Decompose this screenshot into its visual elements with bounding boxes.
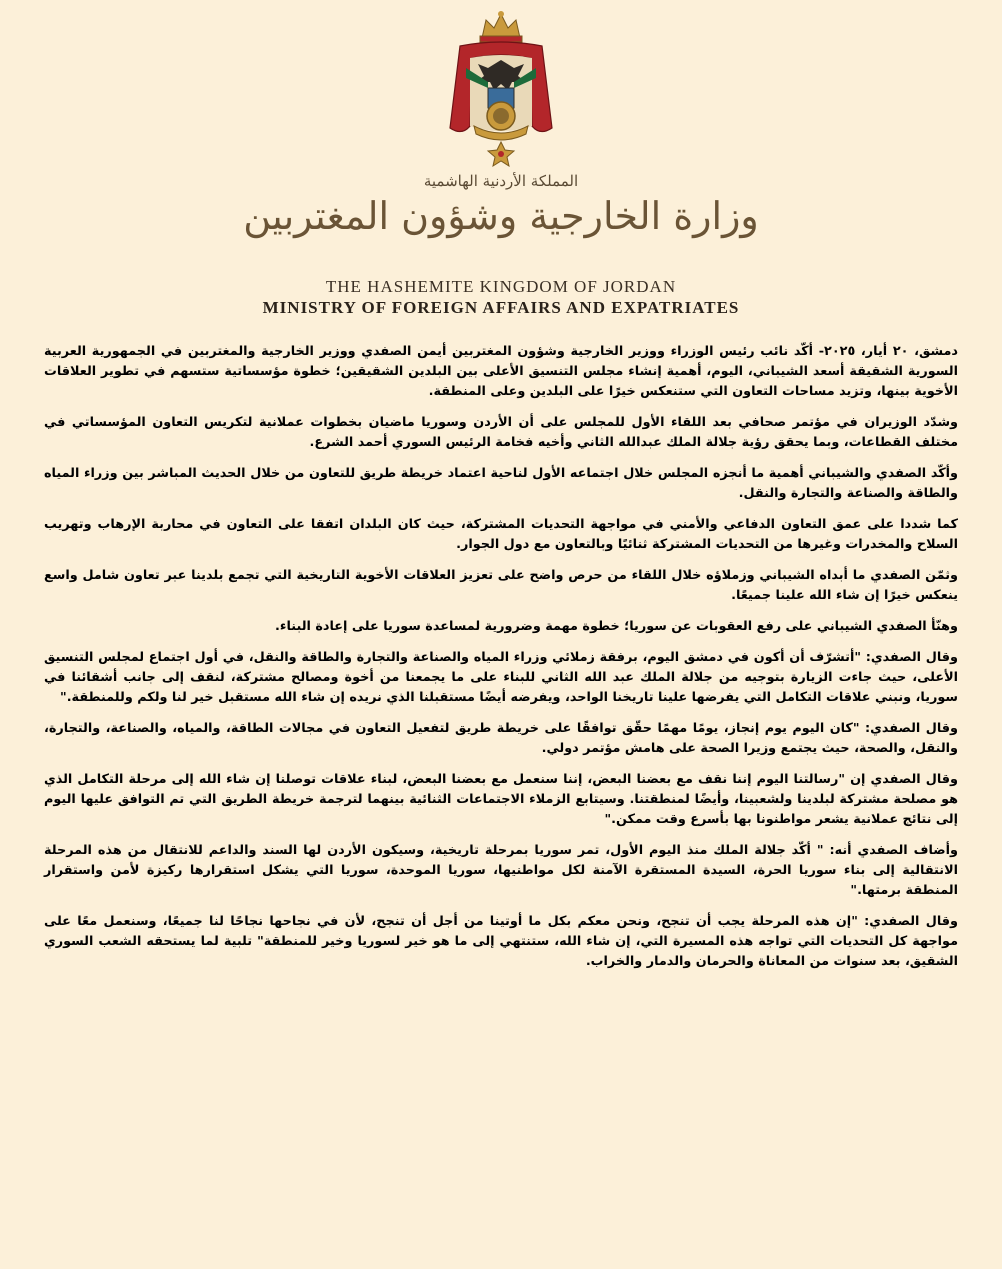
english-kingdom-name: THE HASHEMITE KINGDOM OF JORDAN xyxy=(325,277,677,296)
paragraph: وقال الصفدي: "كان اليوم يوم إنجاز، يومًا مهمًا حقّق توافقًا على خريطة طريق لتفعيل التعاون في مجالات الطاقة، والمياه، والصناعة، والتجارة، والنقل، والصحة، حيث يجتمع وزيرا الصحة على هامش مؤتمر دولي. xyxy=(44,721,958,756)
crown-icon xyxy=(480,11,522,42)
paragraph: كما شددا على عمق التعاون الدفاعي والأمني في مواجهة التحديات المشتركة، حيث كان البلدان اتفقا على التعاون في محاربة الإرهاب وتهريب السلاح والمخدرات وغيرها من التحديات المشتركة ثنائيًا وبالتعاون مع دول الجوار. xyxy=(44,517,958,552)
paragraph: دمشق، ٢٠ أيار، ٢٠٢٥- أكّد نائب رئيس الوزراء ووزير الخارجية وشؤون المغتربين أيمن الصفدي ووزير الخارجية والمغتربين في الجمهورية العربية السورية الشقيقة أسعد الشيباني، اليوم، أهمية إنشاء مجلس التنسيق الأعلى بين البلدين الشقيقين؛ خطوة مؤسساتية ستسهم في تطوير العلاقات الأخوية بينها، وتزيد مساحات التعاون التي ستنعكس خيرًا على البلدين وعلى المنطقة. xyxy=(44,344,958,399)
paragraph: وأضاف الصفدي أنه: " أكّد جلالة الملك منذ اليوم الأول، تمر سوريا بمرحلة تاريخية، وسيكون الأردن لها السند والداعم للانتقال من هذه المرحلة الانتقالية إلى بناء سوريا الحرة، السيدة المستقرة الآمنة لكل مواطنيها، سوريا الموحدة، سوريا التي يشكل استقرارها ركيزة لأمن واستقرار المنطقة برمتها." xyxy=(44,843,958,898)
paragraph: وأكّد الصفدي والشيباني أهمية ما أنجزه المجلس خلال اجتماعه الأول لناحية اعتماد خريطة طريق للتعاون من خلال الحديث المباشر بين وزراء المياه والطاقة والصناعة والتجارة والنقل. xyxy=(44,466,958,501)
arabic-ministry-name: وزارة الخارجية وشؤون المغتربين xyxy=(243,194,759,238)
royal-crest-icon xyxy=(430,8,572,168)
letterhead xyxy=(0,0,1002,340)
press-release-body xyxy=(44,342,958,983)
arabic-kingdom-name: المملكة الأردنية الهاشمية xyxy=(423,172,579,190)
paragraph: وثمّن الصفدي ما أبداه الشيباني وزملاؤه خلال اللقاء من حرص واضح على تعزيز العلاقات الأخوية التاريخية التي تجمع بلدينا عبر تعاون شامل واسع ينعكس خيرًا إن شاء الله علينا جميعًا. xyxy=(44,568,958,603)
english-ministry-name: MINISTRY OF FOREIGN AFFAIRS AND EXPATRIATES xyxy=(262,298,740,317)
paragraph: وقال الصفدي: "إن هذه المرحلة يجب أن تنجح، ونحن معكم بكل ما أوتينا من أجل أن تنجح، لأن في نجاحها نجاحًا لنا جميعًا، وسنعمل معًا على مواجهة كل التحديات التي تواجه هذه المسيرة التي، إن شاء الله، ستنتهي إلى ما هو خير لسوريا وخير للمنطقة" تلبية لما يستحقه الشعب السوري الشقيق، بعد سنوات من المعاناة والحرمان والدمار والخراب. xyxy=(44,914,958,969)
paragraph: وقال الصفدي: "أتشرّف أن أكون في دمشق اليوم، برفقة زملائي وزراء المياه والصناعة والتجارة والطاقة والنقل، في أول اجتماع لمجلس التنسيق الأعلى، حيث جاءت الزيارة بتوجيه من جلالة الملك عبد الله الثاني للبناء على ما يجمعنا من أخوة ومصالح مشتركة، لنقف إلى جانب أشقائنا في سوريا، ونبني علاقات التكامل التي يفرضها علينا تاريخنا الواحد، ويفرضه أيضًا مستقبلنا الذي نريده إن شاء الله مستقبل خير لنا ولكم وللمنطقة." xyxy=(44,650,958,705)
paragraph: وقال الصفدي إن "رسالتنا اليوم إننا نقف مع بعضنا البعض، إننا سنعمل مع بعضنا البعض، لبناء علاقات توصلنا إن شاء الله إلى مرحلة التكامل الذي هو مصلحة مشتركة لبلدينا ولشعبينا، وأيضًا لمنطقتنا. وسيتابع الزملاء الاجتماعات الثنائية بينهما لترجمة خريطة الطريق التي تم التوافق عليها اليوم إلى نتائج عملانية يشعر مواطنونا بها بأسرع وقت ممكن." xyxy=(44,772,958,827)
paragraph: وشدّد الوزيران في مؤتمر صحافي بعد اللقاء الأول للمجلس على أن الأردن وسوريا ماضيان بخطوات عملانية لتكريس التعاون المؤسساتي في مختلف القطاعات، وبما يحقق رؤية جلالة الملك عبدالله الثاني وأخيه فخامة الرئيس السوري أحمد الشرع. xyxy=(44,415,958,450)
paragraph: وهنّأ الصفدي الشيباني على رفع العقوبات عن سوريا؛ خطوة مهمة وضرورية لمساعدة سوريا على إعادة البناء. xyxy=(275,619,958,634)
